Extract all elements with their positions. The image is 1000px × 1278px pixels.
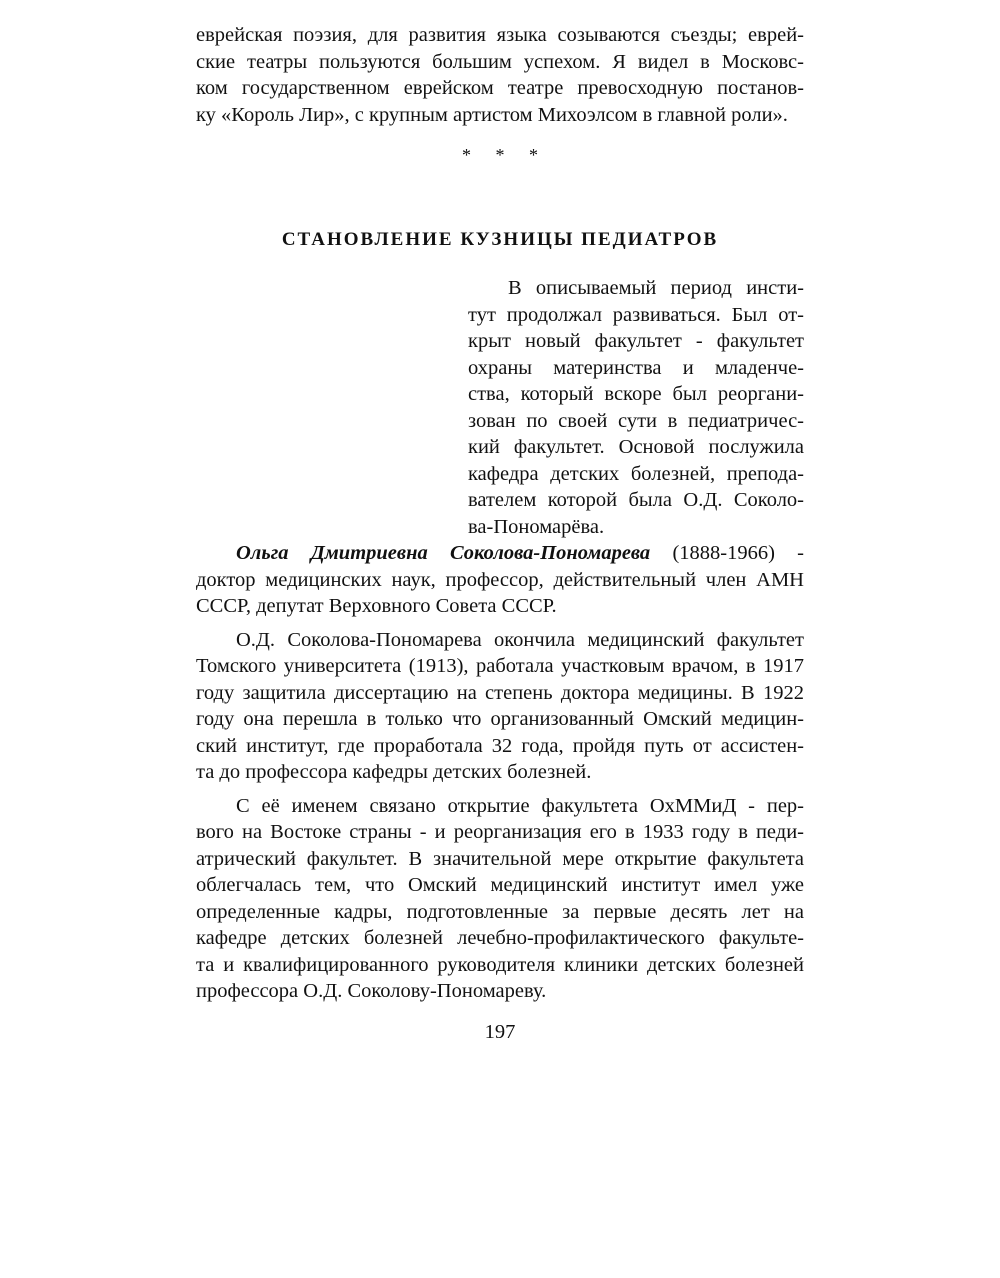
- text-line: определенные кадры, подготовленные за первые десять лет на: [196, 900, 804, 923]
- text-line: вателем которой была О.Д. Соколо-: [468, 489, 804, 511]
- text-line: та до профессора кафедры детских болезней.: [196, 761, 592, 783]
- text-line: Томского университета (1913), работала участковым врачом, в 1917: [196, 655, 804, 677]
- text-line: та и квалифицированного руководителя клиники детских болезней: [196, 953, 804, 976]
- text-line: кафедре детских болезней лечебно-профилактического факульте-: [196, 927, 804, 949]
- text-line: ский институт, где проработала 32 года, пройдя путь от ассистен-: [196, 734, 804, 757]
- text-line: [196, 540, 804, 567]
- text-line: СССР, депутат Верховного Совета СССР.: [196, 595, 557, 617]
- text-line: охраны материнства и младенче-: [468, 356, 804, 379]
- text-line: О.Д. Соколова-Пономарева окончила медицинский факультет: [236, 628, 804, 651]
- text-line: профессора О.Д. Соколову-Пономареву.: [196, 980, 547, 1002]
- intro-paragraph: [468, 275, 804, 540]
- life-dates: (1888-1966) -: [650, 542, 804, 564]
- person-name: Ольга Дмитриевна Соколова-Пономарева: [236, 542, 651, 564]
- text-line: зован по своей сути в педиатричес-: [468, 409, 804, 432]
- text-line: ва-Пономарёва.: [468, 515, 605, 538]
- text-line: ства, который вскоре был реоргани-: [468, 383, 804, 405]
- text-line: году защитила диссертацию на степень доктора медицины. В 1922: [196, 681, 804, 704]
- text-line: году она перешла в только что организованный Омский медицин-: [196, 708, 804, 730]
- text-line: кафедра детских болезней, препода-: [468, 462, 804, 485]
- book-page: [196, 22, 804, 1045]
- text-line: атрический факультет. В значительной мере открытие факультета: [196, 847, 804, 870]
- career-paragraph: [196, 627, 804, 786]
- text-line: ские театры пользуются большим успехом. Я видел в Московс-: [196, 50, 804, 73]
- text-line: крыт новый факультет - факультет: [468, 330, 804, 352]
- text-line: В описываемый период инсти-: [508, 277, 804, 299]
- page-number: 197: [484, 1020, 516, 1043]
- text-line: вого на Востоке страны - и реорганизация его в 1933 году в педи-: [196, 821, 804, 843]
- text-line: облегчалась тем, что Омский медицинский институт имел уже: [196, 874, 804, 896]
- section-title: СТАНОВЛЕНИЕ КУЗНИЦЫ ПЕДИАТРОВ: [281, 228, 719, 250]
- text-line: доктор медицинских наук, профессор, действительный член АМН: [196, 568, 804, 591]
- text-line: ку «Король Лир», с крупным артистом Михоэлсом в главной роли».: [196, 103, 788, 126]
- text-line: кий факультет. Основой послужила: [468, 436, 804, 458]
- text-line: тут продолжал развиваться. Был от-: [468, 303, 804, 326]
- section-separator: * * *: [462, 145, 548, 165]
- bio-paragraph: [196, 540, 804, 620]
- text-line: ком государственном еврейском театре превосходную постанов-: [196, 77, 804, 99]
- text-line: С её именем связано открытие факультета ОхММиД - пер-: [236, 794, 804, 817]
- faculty-paragraph: [196, 793, 804, 1005]
- text-line: еврейская поэзия, для развития языка созываются съезды; еврей-: [196, 24, 804, 46]
- top-paragraph: [196, 22, 804, 128]
